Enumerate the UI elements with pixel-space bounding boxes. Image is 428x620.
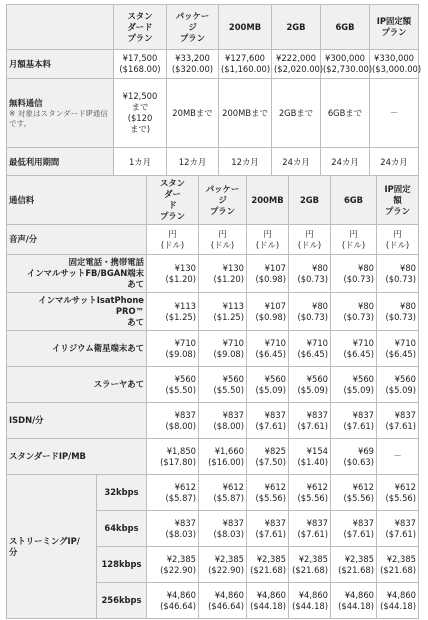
table-cell: ¥80 ($0.73) xyxy=(289,255,331,293)
table-cell: ¥837 ($7.61) xyxy=(377,403,419,439)
table1-header-row xyxy=(7,5,419,50)
table-cell: ¥4,860 ($44.18) xyxy=(289,583,331,619)
table1-corner xyxy=(7,5,114,50)
col-header-2gb: 2GB xyxy=(289,176,331,225)
table-cell: ¥710 ($6.45) xyxy=(247,331,289,367)
table-cell: ¥612 ($5.56) xyxy=(377,475,419,511)
free-usage-label: 無料通信 xyxy=(9,97,43,108)
table-cell: ¥710 ($6.45) xyxy=(289,331,331,367)
table-row xyxy=(7,331,419,367)
row-label-fixed-mobile: 固定電話・携帯電話 インマルサットFB/BGAN端末 あて xyxy=(7,255,147,293)
table-cell: 200MBまで xyxy=(219,79,272,148)
col-header-200mb: 200MB xyxy=(247,176,289,225)
table-cell: ¥113 ($1.25) xyxy=(199,293,247,331)
table-cell: ¥837 ($7.61) xyxy=(289,403,331,439)
table-cell: ¥2,385 ($22.90) xyxy=(199,547,247,583)
free-usage-note: ※ 対象はスタンダードIP通信です。 xyxy=(9,108,108,128)
table-cell: ¥80 ($0.73) xyxy=(331,255,377,293)
table-cell: ¥1,660 ($16.00) xyxy=(199,439,247,475)
table-cell: ¥612 ($5.56) xyxy=(331,475,377,511)
table2-corner-label: 通信料 xyxy=(7,176,147,225)
col-header-ip-fixed: IP固定 額 プラン xyxy=(377,176,419,225)
unit-cell: 円 (ドル) xyxy=(331,225,377,255)
table-cell: ¥612 ($5.56) xyxy=(289,475,331,511)
row-label-isatphone: インマルサットIsatPhone PRO™ あて xyxy=(7,293,147,331)
table-cell: ¥837 ($8.00) xyxy=(199,403,247,439)
table-cell: ¥612 ($5.87) xyxy=(199,475,247,511)
row-label-thuraya: スラーヤあて xyxy=(7,367,147,403)
table-cell: ¥837 ($7.61) xyxy=(331,403,377,439)
col-header-package: パッケー ジ プラン xyxy=(167,5,219,50)
table-cell: ¥560 ($5.09) xyxy=(331,367,377,403)
table-cell: ¥1,850 ($17.80) xyxy=(147,439,199,475)
table-cell: ¥4,860 ($44.18) xyxy=(377,583,419,619)
col-header-package: パッケー ジ プラン xyxy=(199,176,247,225)
unit-cell: 円 (ドル) xyxy=(247,225,289,255)
table-cell: ¥222,000 ($2,020.00) xyxy=(272,50,321,79)
row-label-min-period: 最低利用期間 xyxy=(7,148,114,177)
col-header-200mb: 200MB xyxy=(219,5,272,50)
table-row xyxy=(7,79,419,148)
table-cell: ¥837 ($8.03) xyxy=(147,511,199,547)
row-label-isdn: ISDN/分 xyxy=(7,403,147,439)
table-cell: － xyxy=(370,79,419,148)
table-cell: ¥127,600 ($1,160.00) xyxy=(219,50,272,79)
table-cell: ¥80 ($0.73) xyxy=(331,293,377,331)
col-header-6gb: 6GB xyxy=(321,5,370,50)
table-cell: ¥80 ($0.73) xyxy=(377,293,419,331)
call-rate-table xyxy=(6,175,419,619)
table-cell: － xyxy=(377,439,419,475)
table-row xyxy=(7,148,419,177)
table-cell: ¥560 ($5.09) xyxy=(377,367,419,403)
table-cell: ¥130 ($1.20) xyxy=(147,255,199,293)
table-row xyxy=(7,255,419,293)
table-row xyxy=(7,50,419,79)
table-cell: 20MBまで xyxy=(167,79,219,148)
table-cell: ¥560 ($5.50) xyxy=(147,367,199,403)
table-cell: ¥330,000 ($3,000.00) xyxy=(370,50,419,79)
speed-label: 128kbps xyxy=(97,547,147,583)
table-cell: ¥710 ($9.08) xyxy=(147,331,199,367)
table-cell: ¥710 ($6.45) xyxy=(331,331,377,367)
table-cell: ¥837 ($8.00) xyxy=(147,403,199,439)
table-row xyxy=(7,439,419,475)
table-cell: 2GBまで xyxy=(272,79,321,148)
table2-header-row xyxy=(7,176,419,225)
row-label-voice: 音声/分 xyxy=(7,225,147,255)
table-cell: ¥560 ($5.09) xyxy=(247,367,289,403)
table-cell: ¥837 ($7.61) xyxy=(247,403,289,439)
table-cell: ¥80 ($0.73) xyxy=(289,293,331,331)
table-cell: ¥2,385 ($21.68) xyxy=(377,547,419,583)
table-cell: ¥33,200 ($320.00) xyxy=(167,50,219,79)
table-cell: 24カ月 xyxy=(321,148,370,177)
table-cell: ¥2,385 ($21.68) xyxy=(247,547,289,583)
table-cell: ¥4,860 ($44.18) xyxy=(331,583,377,619)
table-cell: ¥612 ($5.87) xyxy=(147,475,199,511)
table-cell: ¥107 ($0.98) xyxy=(247,293,289,331)
table-row xyxy=(7,367,419,403)
table-cell: ¥710 ($9.08) xyxy=(199,331,247,367)
col-header-6gb: 6GB xyxy=(331,176,377,225)
table-cell: ¥837 ($7.61) xyxy=(289,511,331,547)
unit-cell: 円 (ドル) xyxy=(147,225,199,255)
table-cell: ¥12,500 まで ($120 まで) xyxy=(114,79,167,148)
table-cell: ¥560 ($5.50) xyxy=(199,367,247,403)
basic-fee-table xyxy=(6,4,422,177)
table-cell: ¥154 ($1.40) xyxy=(289,439,331,475)
table-row xyxy=(7,403,419,439)
table-cell: ¥2,385 ($22.90) xyxy=(147,547,199,583)
speed-label: 32kbps xyxy=(97,475,147,511)
table-cell: 24カ月 xyxy=(272,148,321,177)
table-cell: ¥4,860 ($46.64) xyxy=(147,583,199,619)
table-cell: ¥837 ($7.61) xyxy=(331,511,377,547)
table-cell: ¥300,000 ($2,730.00) xyxy=(321,50,370,79)
table-cell: ¥4,860 ($44.18) xyxy=(247,583,289,619)
speed-label: 256kbps xyxy=(97,583,147,619)
unit-cell: 円 (ドル) xyxy=(289,225,331,255)
table-cell: ¥113 ($1.25) xyxy=(147,293,199,331)
table-cell: ¥837 ($7.61) xyxy=(247,511,289,547)
table-cell: ¥2,385 ($21.68) xyxy=(331,547,377,583)
table-cell: ¥17,500 ($168.00) xyxy=(114,50,167,79)
table-cell: ¥80 ($0.73) xyxy=(377,255,419,293)
table-cell: ¥837 ($7.61) xyxy=(377,511,419,547)
row-label-standard-ip: スタンダードIP/MB xyxy=(7,439,147,475)
table-cell: ¥69 ($0.63) xyxy=(331,439,377,475)
table-cell: 12カ月 xyxy=(219,148,272,177)
table-cell: ¥2,385 ($21.68) xyxy=(289,547,331,583)
speed-label: 64kbps xyxy=(97,511,147,547)
row-label-streaming-ip: ストリーミングIP/ 分 xyxy=(7,475,97,619)
table-cell: ¥130 ($1.20) xyxy=(199,255,247,293)
table-cell: ¥837 ($8.03) xyxy=(199,511,247,547)
col-header-ip-fixed: IP固定額 プラン xyxy=(370,5,419,50)
row-label-free-usage xyxy=(7,79,114,148)
table-row xyxy=(7,475,419,511)
table-cell: ¥825 ($7.50) xyxy=(247,439,289,475)
table-cell: 1カ月 xyxy=(114,148,167,177)
table-cell: 6GBまで xyxy=(321,79,370,148)
row-label-monthly-fee: 月額基本料 xyxy=(7,50,114,79)
table-cell: ¥710 ($6.45) xyxy=(377,331,419,367)
col-header-2gb: 2GB xyxy=(272,5,321,50)
col-header-standard: スタン ダード プラン xyxy=(114,5,167,50)
unit-cell: 円 (ドル) xyxy=(199,225,247,255)
table-cell: 24カ月 xyxy=(370,148,419,177)
table-cell: 12カ月 xyxy=(167,148,219,177)
table-cell: ¥560 ($5.09) xyxy=(289,367,331,403)
row-label-iridium: イリジウム衛星端末あて xyxy=(7,331,147,367)
table-row xyxy=(7,225,419,255)
table-row xyxy=(7,293,419,331)
unit-cell: 円 (ドル) xyxy=(377,225,419,255)
table-cell: ¥612 ($5.56) xyxy=(247,475,289,511)
col-header-standard: スタン ダー ド プラン xyxy=(147,176,199,225)
table-cell: ¥4,860 ($46.64) xyxy=(199,583,247,619)
table-cell: ¥107 ($0.98) xyxy=(247,255,289,293)
